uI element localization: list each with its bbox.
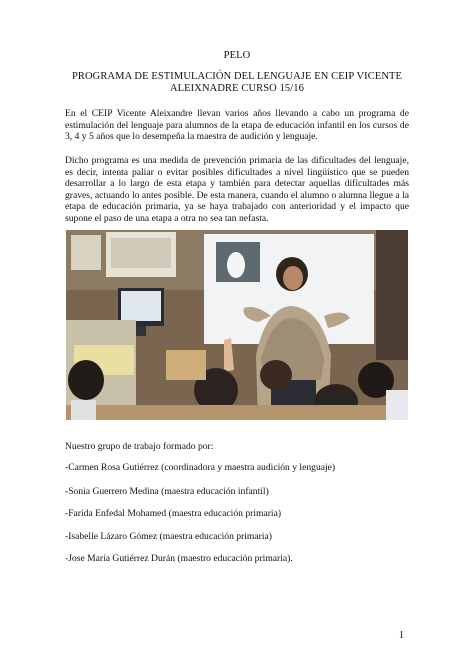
team-member: -Isabelle Lázaro Gómez (maestra educación primaria) [65,531,272,542]
team-header: Nuestro grupo de trabajo formado por: [65,441,214,452]
classroom-photo [66,230,408,420]
team-member: -Sonia Guerrero Medina (maestra educación infantil) [65,486,269,497]
team-member: -Jose María Gutiérrez Durán (maestro educación primaria). [65,553,293,564]
document-heading: PELO [223,50,251,61]
team-member: -Carmen Rosa Gutiérrez (coordinadora y maestra audición y lenguaje) [65,462,336,473]
page-number: 1 [399,630,404,641]
program-title: PROGRAMA DE ESTIMULACIÓN DEL LENGUAJE EN CEIP VICENTE ALEIXNADRE CURSO 15/16 [71,71,403,94]
intro-paragraph: En el CEIP Vicente Aleixandre llevan varios años llevando a cabo un programa de estimulación del lenguaje para alumnos de la etapa de educación infantil en los cursos de 3, 4 y 5 años que lo desempeña la maestra de audición y lenguaje. [65,108,409,143]
description-paragraph: Dicho programa es una medida de prevención primaria de las dificultades del lenguaje, es decir, intenta paliar o evitar posibles dificultades a nivel lingüístico que se pueden desarrollar a lo largo de esta etapa y también para detectar aquellas dificultades más graves, actuando lo antes posible. De esta manera, cuando el alumno o alumna llegue a la etapa de educación primaria, ya se haya trabajado con anterioridad y el impacto que supone el paso de una etapa a otra no sea tan nefasta. [65,155,409,224]
team-member: -Farida Enfedal Mohamed (maestra educación primaria) [65,508,282,519]
